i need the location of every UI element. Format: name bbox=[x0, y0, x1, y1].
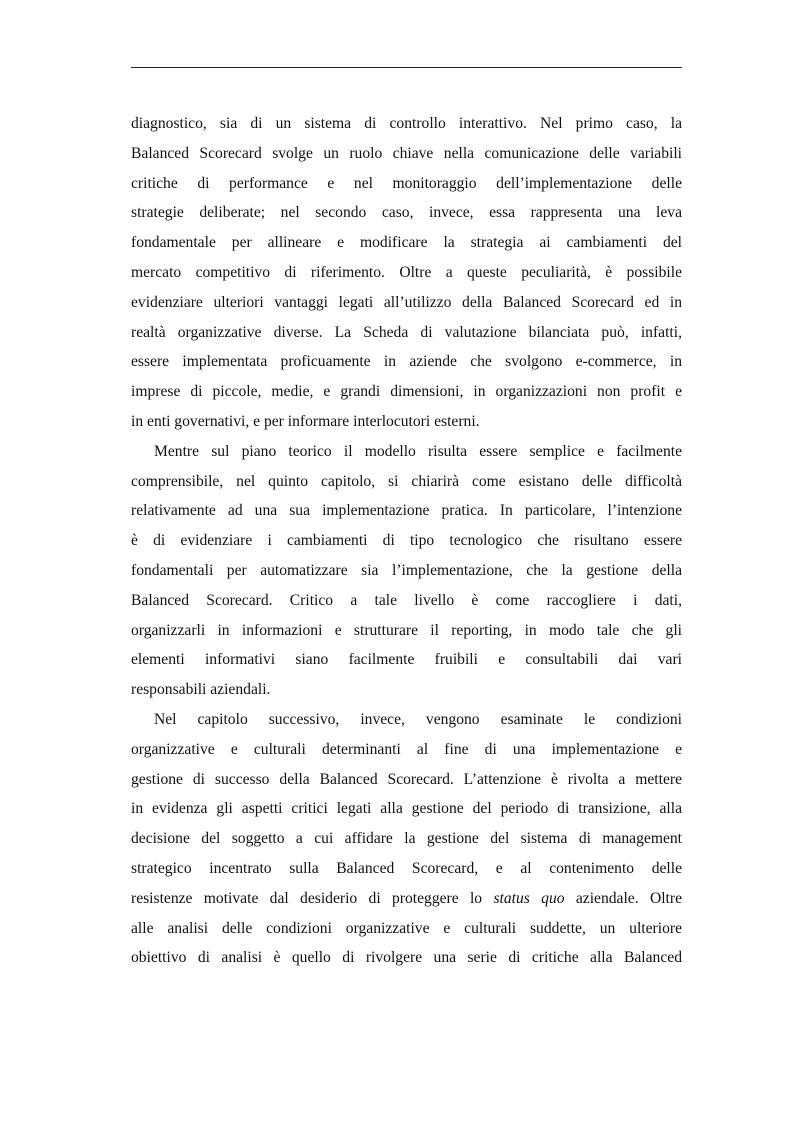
text-line: essere implementata proficuamente in aziende che svolgono e-commerce, in bbox=[131, 353, 682, 371]
text-line-with-italic bbox=[131, 884, 682, 914]
text-line: diagnostico, sia di un sistema di controllo interattivo. Nel primo caso, la bbox=[131, 115, 682, 132]
paragraph-2 bbox=[131, 437, 682, 705]
text-line: fondamentale per allineare e modificare la strategia ai cambiamenti del bbox=[131, 234, 682, 252]
text-line: imprese di piccole, medie, e grandi dimensioni, in organizzazioni non profit e bbox=[131, 383, 682, 401]
paragraph-3 bbox=[131, 705, 682, 973]
text-line: obiettivo di analisi è quello di rivolgere una serie di critiche alla Balanced bbox=[131, 949, 682, 967]
text-line: gestione di successo della Balanced Scorecard. L’attenzione è rivolta a mettere bbox=[131, 770, 682, 788]
text-run: aziendale. Oltre bbox=[564, 889, 682, 907]
text-line: Balanced Scorecard. Critico a tale livello è come raccogliere i dati, bbox=[131, 591, 682, 609]
text-run: resistenze motivate dal desiderio di proteggere lo bbox=[131, 889, 494, 907]
text-line: è di evidenziare i cambiamenti di tipo tecnologico che risultano essere bbox=[131, 532, 682, 550]
text-line: evidenziare ulteriori vantaggi legati all’utilizzo della Balanced Scorecard ed in bbox=[131, 293, 682, 311]
text-line: comprensibile, nel quinto capitolo, si chiarirà come esistano delle difficoltà bbox=[131, 472, 682, 490]
text-line: alle analisi delle condizioni organizzative e culturali suddette, un ulteriore bbox=[131, 919, 682, 937]
text-line: realtà organizzative diverse. La Scheda di valutazione bilanciata può, infatti, bbox=[131, 323, 682, 341]
text-line: decisione del soggetto a cui affidare la gestione del sistema di management bbox=[131, 830, 682, 848]
header-rule bbox=[131, 67, 682, 68]
text-line: strategico incentrato sulla Balanced Scorecard, e al contenimento delle bbox=[131, 859, 682, 877]
text-line: organizzative e culturali determinanti al fine di una implementazione e bbox=[131, 740, 682, 758]
text-line: in enti governativi, e per informare interlocutori esterni. bbox=[131, 412, 480, 430]
italic-term: status quo bbox=[493, 889, 565, 907]
text-line: mercato competitivo di riferimento. Oltre a queste peculiarità, è possibile bbox=[131, 263, 682, 281]
text-line: elementi informativi siano facilmente fruibili e consultabili dai vari bbox=[131, 651, 682, 669]
text-line: strategie deliberate; nel secondo caso, invece, essa rappresenta una leva bbox=[131, 204, 682, 222]
body-text bbox=[131, 109, 682, 973]
text-line: responsabili aziendali. bbox=[131, 681, 271, 699]
text-line: critiche di performance e nel monitoraggio dell’implementazione delle bbox=[131, 174, 682, 192]
text-line: Balanced Scorecard svolge un ruolo chiave nella comunicazione delle variabili bbox=[131, 144, 682, 162]
text-line: in evidenza gli aspetti critici legati alla gestione del periodo di transizione, alla bbox=[131, 800, 682, 818]
text-line: fondamentali per automatizzare sia l’implementazione, che la gestione della bbox=[131, 561, 682, 579]
text-line: Mentre sul piano teorico il modello risulta essere semplice e facilmente bbox=[154, 442, 682, 460]
text-line: Nel capitolo successivo, invece, vengono esaminate le condizioni bbox=[154, 710, 682, 728]
paragraph-1 bbox=[131, 109, 682, 437]
text-line: relativamente ad una sua implementazione pratica. In particolare, l’intenzione bbox=[131, 502, 682, 520]
text-line: organizzarli in informazioni e strutturare il reporting, in modo tale che gli bbox=[131, 621, 682, 639]
